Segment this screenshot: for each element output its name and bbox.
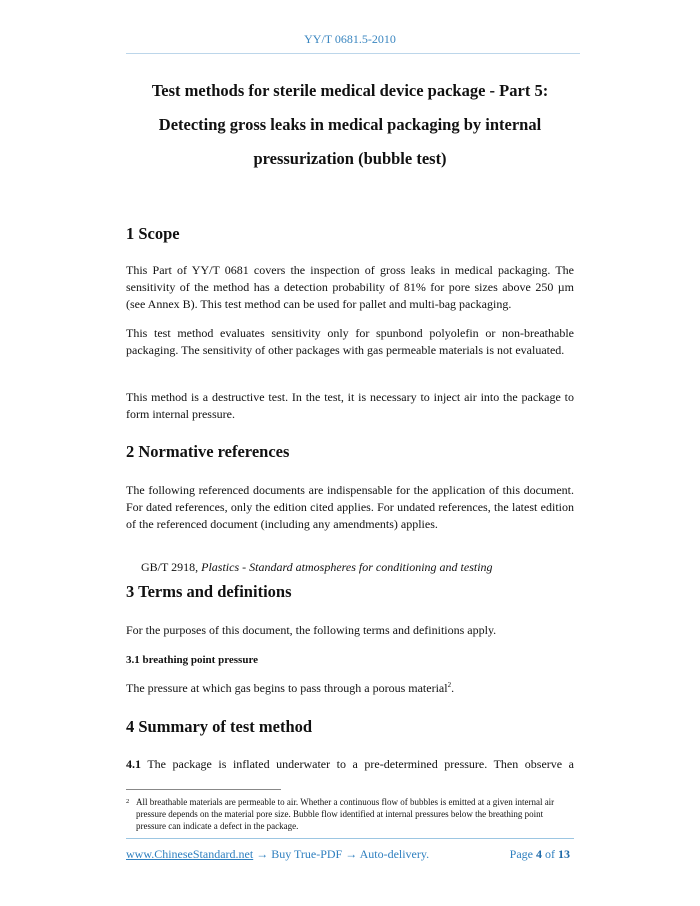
normative-paragraph: The following referenced documents are indispensable for the application of this document. For dated references, only the edition cited applies. For undated references, the latest edition of the referenced document (including any amendments) applies. (126, 483, 574, 531)
term-3-1-heading: 3.1 breathing point pressure (126, 654, 259, 666)
section-summary-heading: 4 Summary of test method (126, 717, 313, 736)
title-line-1: Test methods for sterile medical device package - Part 5: (151, 81, 549, 100)
page-number: 4 (536, 847, 542, 861)
section-normative-heading: 2 Normative references (126, 442, 290, 461)
footer-promo-text: → Buy True-PDF → Auto-delivery. (253, 847, 430, 861)
section-terms-heading: 3 Terms and definitions (126, 582, 292, 601)
footnote (126, 796, 574, 832)
definition-text: The pressure at which gas begins to pass through a porous material (126, 681, 448, 695)
terms-paragraph: For the purposes of this document, the following terms and definitions apply. (126, 623, 497, 637)
footnote-text: All breathable materials are permeable to air. Whether a continuous flow of bubbles is emitted at a given internal air pressure depends on the material pore size. Bubble flow identified at internal pressures below the breathing point pressure can indicate a defect in the package. (136, 797, 555, 831)
title-line-2: Detecting gross leaks in medical packaging by internal (158, 115, 542, 134)
footer-divider (126, 838, 574, 839)
section-scope-heading: 1 Scope (126, 224, 180, 243)
scope-paragraph-3: This method is a destructive test. In the test, it is necessary to inject air into the package to form internal pressure. (126, 390, 574, 421)
page-footer (126, 847, 570, 862)
definition-end: . (451, 681, 455, 695)
reference-title: Plastics - Standard atmospheres for conditioning and testing (201, 560, 493, 574)
term-3-1-definition (126, 680, 574, 697)
scope-paragraph-2: This test method evaluates sensitivity only for spunbond polyolefin or non-breathable packaging. The sensitivity of other packages with gas permeable materials is not evaluated. (126, 326, 574, 357)
footnote-ref[interactable]: 2 (447, 681, 452, 689)
footnote-divider (126, 789, 281, 790)
footnote-number: 2 (126, 798, 130, 805)
clause-number: 4.1 (126, 757, 141, 771)
document-title (100, 74, 600, 176)
reference-code: GB/T 2918, (141, 560, 202, 574)
title-line-3: pressurization (bubble test) (253, 149, 447, 168)
scope-paragraph-1: This Part of YY/T 0681 covers the inspection of gross leaks in medical packaging. The sensitivity of the method has a detection probability of 81% for pore sizes above 250 µm (see Annex B). This test method can be used for pallet and multi-bag packaging. (126, 263, 574, 311)
of-label: of (542, 847, 558, 861)
page-indicator (510, 847, 570, 862)
website-link[interactable]: www.ChineseStandard.net (126, 847, 254, 861)
clause-text: The package is inflated underwater to a pre-determined pressure. Then observe a (141, 757, 574, 771)
page-label: Page (509, 847, 536, 861)
document-id-header: YY/T 0681.5-2010 (304, 32, 396, 46)
page-total: 13 (558, 847, 570, 861)
header-divider (126, 53, 580, 54)
summary-paragraph (126, 756, 574, 773)
normative-reference (141, 559, 574, 576)
